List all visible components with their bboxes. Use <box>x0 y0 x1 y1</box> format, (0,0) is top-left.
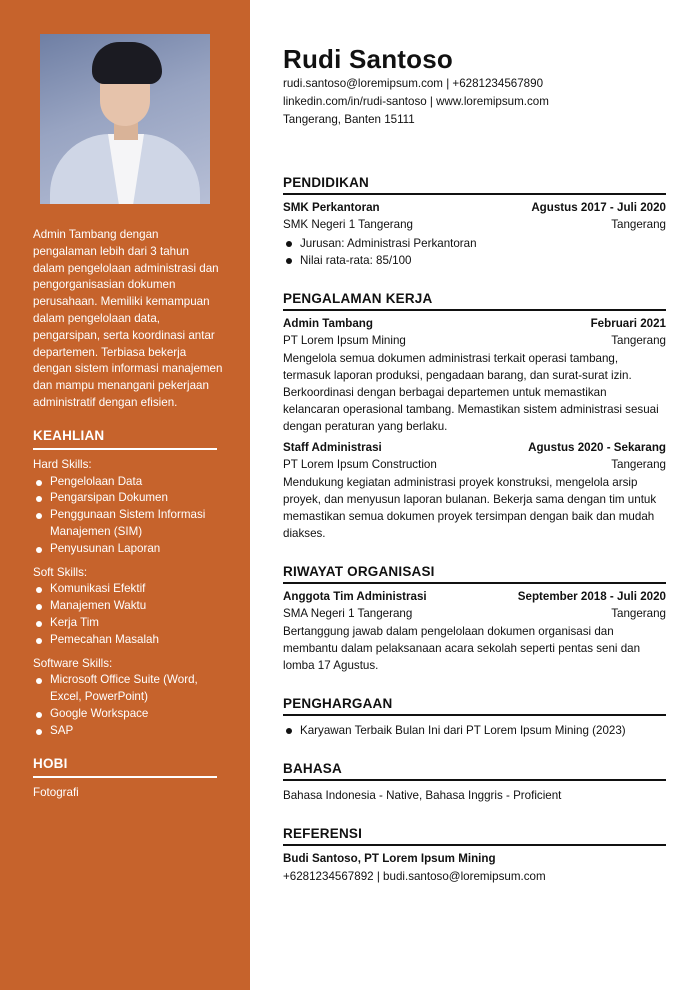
awards-list <box>283 722 666 739</box>
list-item: Manajemen Waktu <box>33 598 223 615</box>
list-item: SAP <box>33 723 223 740</box>
hobby-heading: HOBI <box>33 756 217 778</box>
job-date: Agustus 2020 - Sekarang <box>528 441 666 454</box>
job-location: Tangerang <box>611 334 666 347</box>
organization-title-row <box>283 588 666 605</box>
job-title: Staff Administrasi <box>283 441 382 454</box>
job-title-row <box>283 439 666 456</box>
hard-skills-list <box>33 474 250 558</box>
contact-line-address: Tangerang, Banten 15111 <box>283 113 415 126</box>
education-heading: PENDIDIKAN <box>283 175 666 195</box>
skills-heading: KEAHLIAN <box>33 428 217 450</box>
hobby-text: Fotografi <box>33 785 79 799</box>
list-item: Microsoft Office Suite (Word, Excel, PowerPoint) <box>33 672 223 706</box>
list-item: Nilai rata-rata: 85/100 <box>283 252 666 269</box>
job-company: PT Lorem Ipsum Mining <box>283 334 406 347</box>
experience-heading: PENGALAMAN KERJA <box>283 291 666 311</box>
organization-heading: RIWAYAT ORGANISASI <box>283 564 666 584</box>
profile-photo <box>40 34 210 204</box>
profile-summary: Admin Tambang dengan pengalaman lebih dari 3 tahun dalam pengelolaan administrasi dan pengorganisasian dokumen perusahaan. Memiliki kemampuan dalam pengelolaan data, pengarsipan, serta koordinasi antar departemen. Terbiasa bekerja dengan sistem informasi manajemen dan mampu menangani pekerjaan administratif dengan efisien. <box>33 228 223 409</box>
job-description: Mengelola semua dokumen administrasi terkait operasi tambang, termasuk laporan produksi, pengadaan barang, dan surat-surat izin. Berkoordinasi dengan berbagai departemen untuk memastikan kelancaran operasional tambang. Memastikan sistem administrasi sesuai dengan peraturan yang berlaku. <box>283 352 659 433</box>
contact-line-email-phone: rudi.santoso@loremipsum.com | +6281234567890 <box>283 77 544 90</box>
sidebar <box>0 0 250 990</box>
job-date: Februari 2021 <box>590 317 666 330</box>
job-company: PT Lorem Ipsum Construction <box>283 458 437 471</box>
software-skills-label: Software Skills: <box>33 656 113 670</box>
soft-skills-list <box>33 581 250 648</box>
job-title: Admin Tambang <box>283 317 373 330</box>
organization-name: SMA Negeri 1 Tangerang <box>283 607 413 620</box>
list-item: Jurusan: Administrasi Perkantoran <box>283 235 666 252</box>
organization-title: Anggota Tim Administrasi <box>283 590 427 603</box>
list-item: Komunikasi Efektif <box>33 581 223 598</box>
reference-contact: +6281234567892 | budi.santoso@loremipsum.com <box>283 870 546 883</box>
education-location: Tangerang <box>611 218 666 231</box>
hard-skills-label: Hard Skills: <box>33 457 92 471</box>
software-skills-list <box>33 672 250 739</box>
job-description: Mendukung kegiatan administrasi proyek konstruksi, mengelola arsip proyek, dan menyusun laporan bulanan. Bekerja sama dengan tim untuk memastikan semua dokumen proyek tersimpan dengan baik dan mudah diakses. <box>283 476 657 540</box>
education-title-row <box>283 199 666 216</box>
list-item: Kerja Tim <box>33 615 223 632</box>
education-school: SMK Negeri 1 Tangerang <box>283 218 413 231</box>
job-title-row <box>283 315 666 332</box>
references-heading: REFERENSI <box>283 826 666 846</box>
list-item: Penyusunan Laporan <box>33 541 223 558</box>
list-item: Penggunaan Sistem Informasi Manajemen (SIM) <box>33 507 223 541</box>
list-item: Pemecahan Masalah <box>33 632 223 649</box>
contact-line-links: linkedin.com/in/rudi-santoso | www.loremipsum.com <box>283 95 549 108</box>
list-item: Pengelolaan Data <box>33 474 223 491</box>
main-content <box>283 44 666 885</box>
reference-name: Budi Santoso, PT Lorem Ipsum Mining <box>283 852 496 865</box>
education-date: Agustus 2017 - Juli 2020 <box>531 201 666 214</box>
organization-date: September 2018 - Juli 2020 <box>517 590 666 603</box>
organization-location: Tangerang <box>611 607 666 620</box>
languages-heading: BAHASA <box>283 761 666 781</box>
job-company-row <box>283 456 666 473</box>
education-bullets <box>283 235 666 269</box>
awards-heading: PENGHARGAAN <box>283 696 666 716</box>
candidate-name: Rudi Santoso <box>283 44 453 74</box>
job-company-row <box>283 332 666 349</box>
soft-skills-label: Soft Skills: <box>33 565 88 579</box>
list-item: Karyawan Terbaik Bulan Ini dari PT Lorem Ipsum Mining (2023) <box>283 722 666 739</box>
job-location: Tangerang <box>611 458 666 471</box>
languages-text: Bahasa Indonesia - Native, Bahasa Inggris - Proficient <box>283 789 562 802</box>
organization-name-row <box>283 605 666 622</box>
list-item: Google Workspace <box>33 706 223 723</box>
education-school-row <box>283 216 666 233</box>
education-title: SMK Perkantoran <box>283 201 380 214</box>
list-item: Pengarsipan Dokumen <box>33 490 223 507</box>
organization-description: Bertanggung jawab dalam pengelolaan dokumen organisasi dan membantu dalam pelaksanaan acara sekolah seperti pentas seni dan lomba 17 Agustus. <box>283 625 641 672</box>
